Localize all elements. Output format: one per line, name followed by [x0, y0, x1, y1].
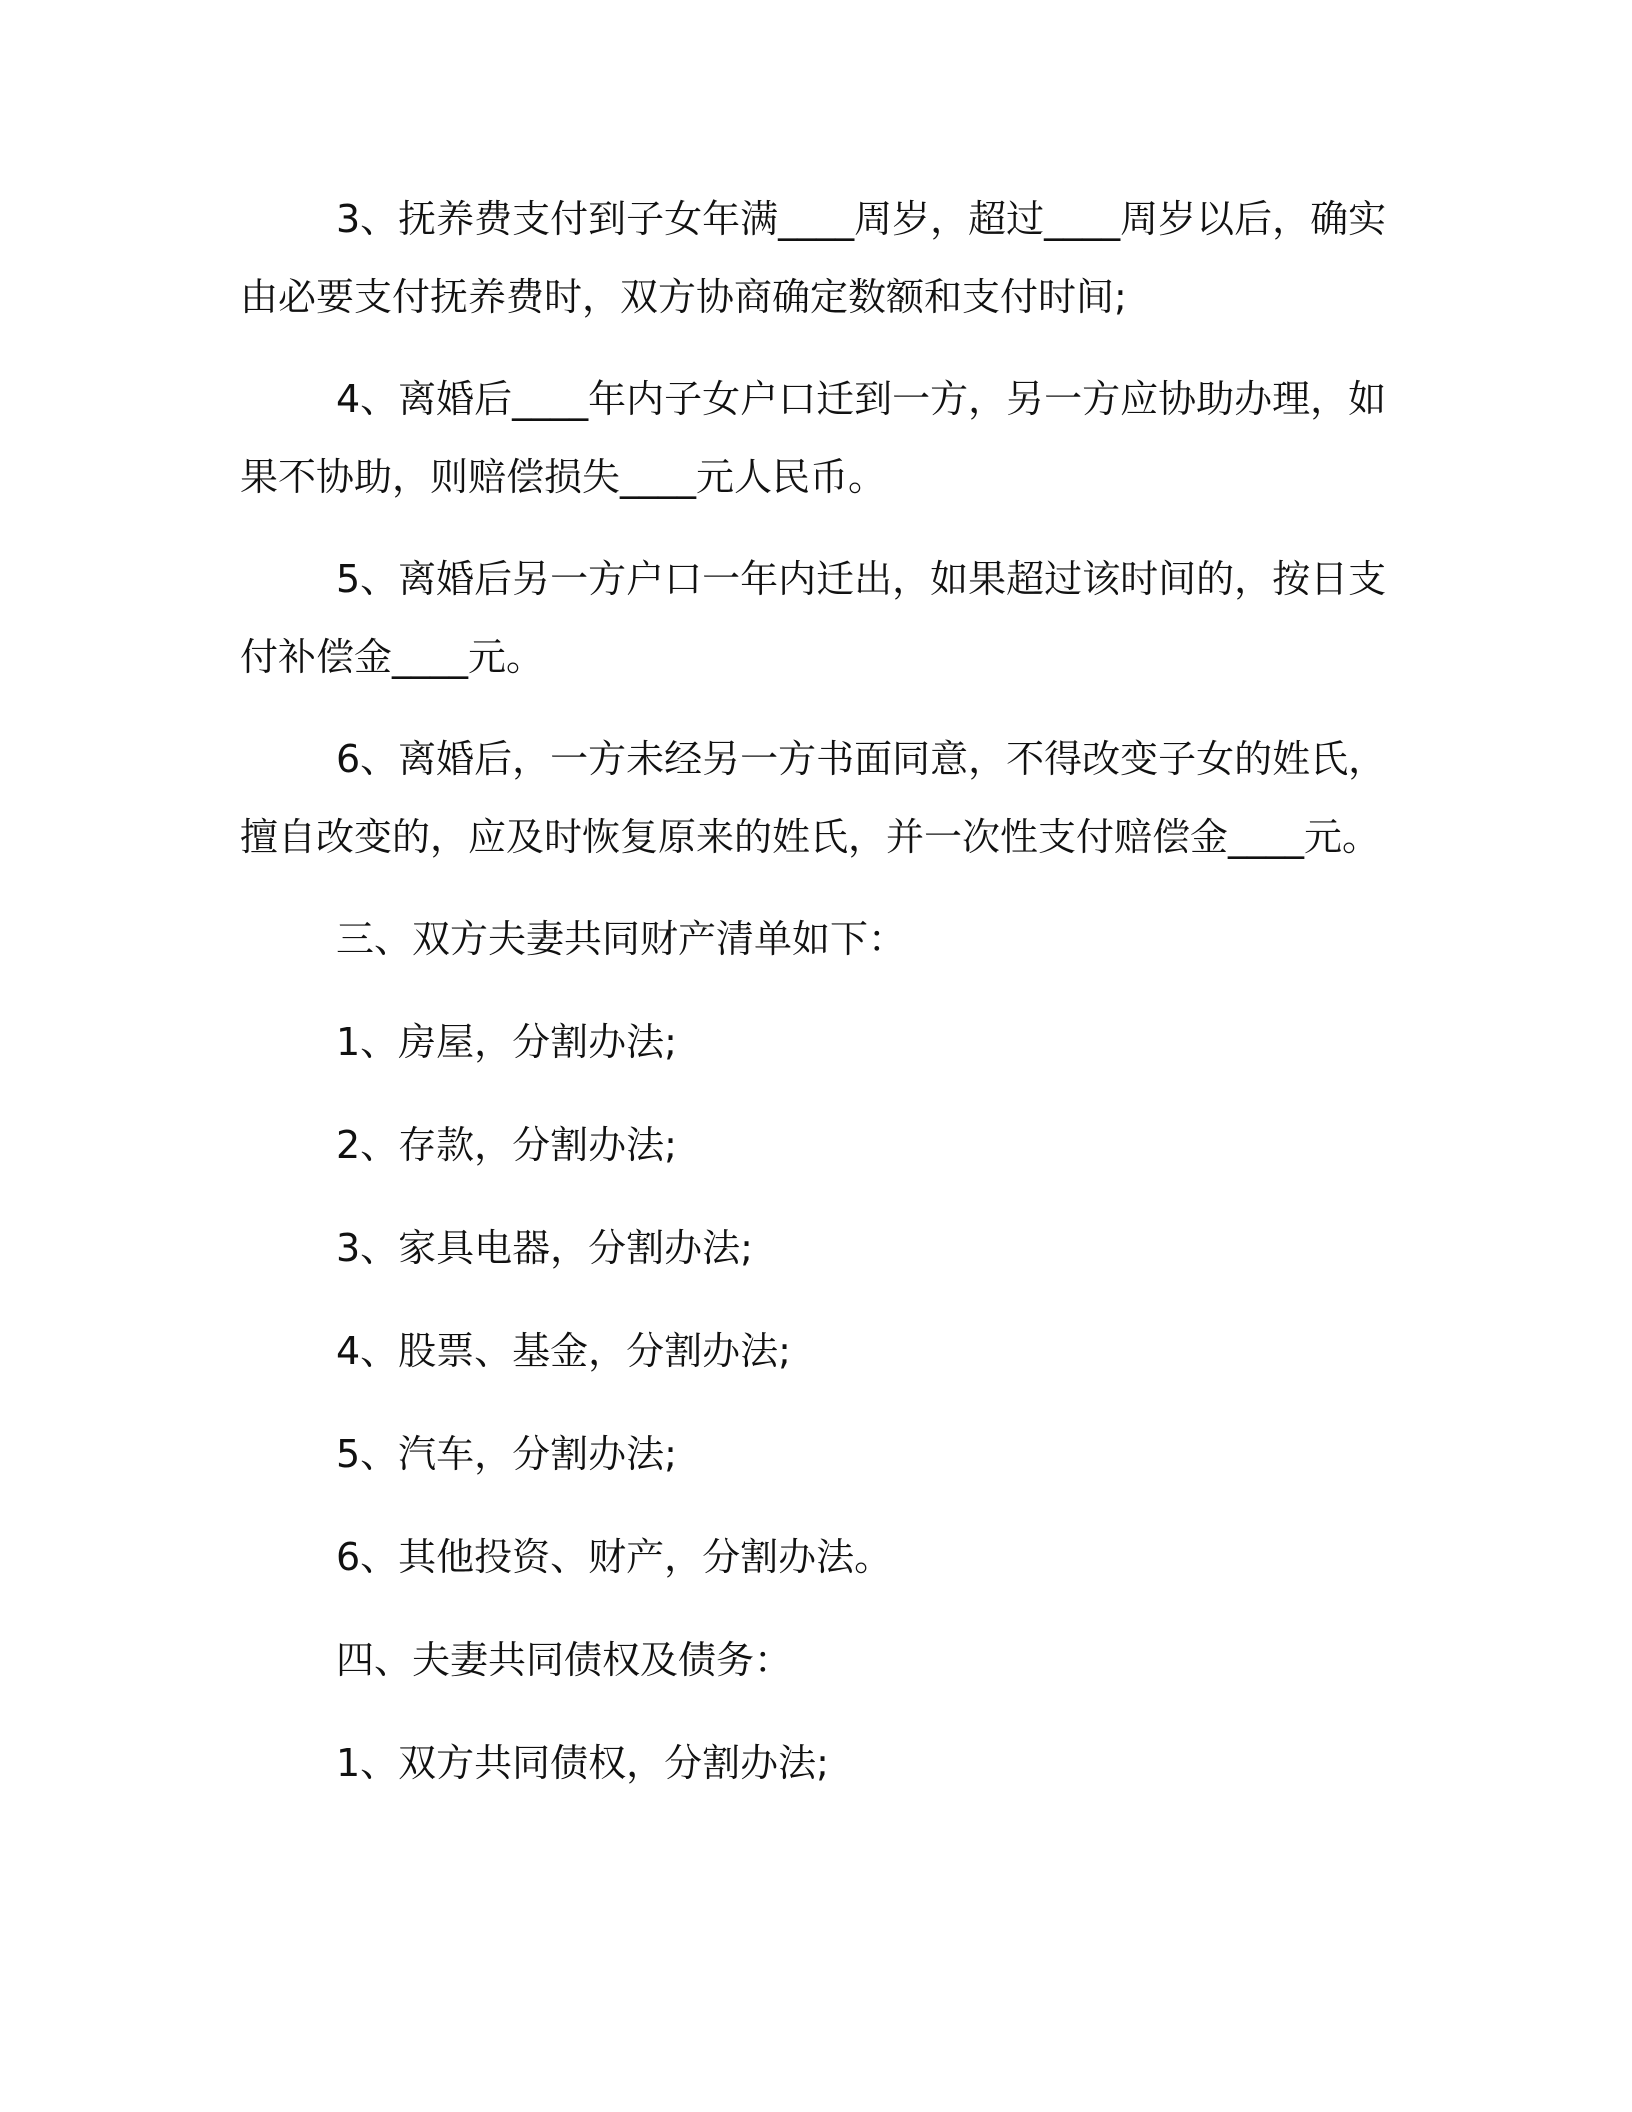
list-item-joint-claims: 1、双方共同债权，分割办法; [336, 1741, 829, 1785]
list-item-stocks-funds: 4、股票、基金，分割办法; [336, 1329, 791, 1373]
list-item-other-investments: 6、其他投资、财产，分割办法。 [336, 1535, 893, 1579]
list-item-furniture-appliances: 3、家具电器，分割办法; [336, 1226, 753, 1270]
paragraph-child-surname: 6、离婚后，一方未经另一方书面同意，不得改变子女的姓氏，擅自改变的，应及时恢复原来的姓氏，并一次性支付赔偿金____元。 [240, 737, 1387, 859]
section-heading-joint-property: 三、双方夫妻共同财产清单如下： [336, 917, 907, 961]
section-heading-debts: 四、夫妻共同债权及债务： [336, 1638, 793, 1682]
list-item-savings: 2、存款，分割办法; [336, 1123, 677, 1167]
list-item-car: 5、汽车，分割办法; [336, 1432, 677, 1476]
paragraph-child-support-age: 3、抚养费支付到子女年满____周岁，超过____周岁以后，确实由必要支付抚养费时，双方协商确定数额和支付时间; [240, 197, 1387, 319]
paragraph-registration-move-out: 5、离婚后另一方户口一年内迁出，如果超过该时间的，按日支付补偿金____元。 [240, 557, 1387, 679]
paragraph-household-registration: 4、离婚后____年内子女户口迁到一方，另一方应协助办理，如果不协助，则赔偿损失____元人民币。 [240, 377, 1387, 499]
list-item-house: 1、房屋，分割办法; [336, 1020, 677, 1064]
